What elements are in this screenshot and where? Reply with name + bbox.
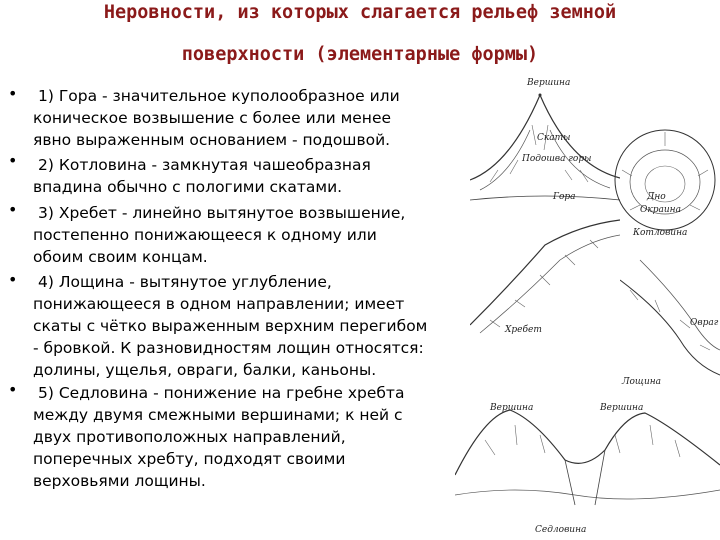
mountain-illustration	[470, 70, 620, 220]
list-item-line: 5) Седловина - понижение на гребне хребта	[38, 384, 405, 402]
list-bullet: •	[8, 380, 18, 399]
list-item-line: явно выраженным основанием - подошвой.	[33, 131, 391, 149]
basin-dno-label: Дно	[647, 192, 666, 202]
ravine-ovrag-label: Овраг	[690, 318, 719, 328]
list-item-line: скаты с чётко выраженным верхним перегибом	[33, 317, 428, 335]
list-item-line: 1) Гора - значительное куполообразное или	[38, 87, 400, 105]
list-item-line: верховьями лощины.	[33, 472, 206, 490]
list-item-line: между двумя смежными вершинами; к ней с	[33, 406, 403, 424]
list-item-line: 2) Котловина - замкнутая чашеобразная	[38, 156, 371, 174]
basin-okraina-label: Окраина	[640, 205, 681, 215]
list-item-line: впадина обычно с пологими скатами.	[33, 178, 343, 196]
ridge-illustration	[470, 215, 620, 345]
mountain-peak-label: Вершина	[527, 78, 571, 88]
saddle-name-label: Седловина	[535, 525, 587, 535]
list-bullet: •	[8, 84, 18, 103]
page-title: Неровности, из которых слагается рельеф земной	[103, 2, 617, 23]
saddle-peak2-label: Вершина	[600, 403, 644, 413]
list-item-line: долины, ущелья, овраги, балки, каньоны.	[33, 361, 377, 379]
list-item-line: - бровкой. К разновидностям лощин относятся:	[33, 339, 424, 357]
mountain-skat-label: Скаты	[537, 133, 571, 143]
list-item-line: 4) Лощина - вытянутое углубление,	[38, 273, 332, 291]
ridge-name-label: Хребет	[505, 325, 542, 335]
ravine-name-label: Лощина	[622, 377, 662, 387]
basin-name-label: Котловина	[633, 228, 688, 238]
list-bullet: •	[8, 270, 18, 289]
list-item-line: 3) Хребет - линейно вытянутое возвышение,	[38, 204, 406, 222]
page-subtitle: поверхности (элементарные формы)	[181, 44, 539, 65]
list-bullet: •	[8, 151, 18, 170]
mountain-name-label: Гора	[553, 192, 576, 202]
list-bullet: •	[8, 200, 18, 219]
mountain-podoshva-label: Подошва горы	[522, 154, 592, 164]
list-item-line: двух противоположных направлений,	[33, 428, 346, 446]
list-item-line: постепенно понижающееся к одному или	[33, 226, 377, 244]
saddle-illustration	[455, 395, 720, 540]
list-item-line: коническое возвышение с более или менее	[33, 109, 392, 127]
list-item-line: понижающееся в одном направлении; имеет	[33, 295, 405, 313]
saddle-peak1-label: Вершина	[490, 403, 534, 413]
list-item-line: обоим своим концам.	[33, 248, 208, 266]
list-item-line: поперечных хребту, подходят своими	[33, 450, 346, 468]
